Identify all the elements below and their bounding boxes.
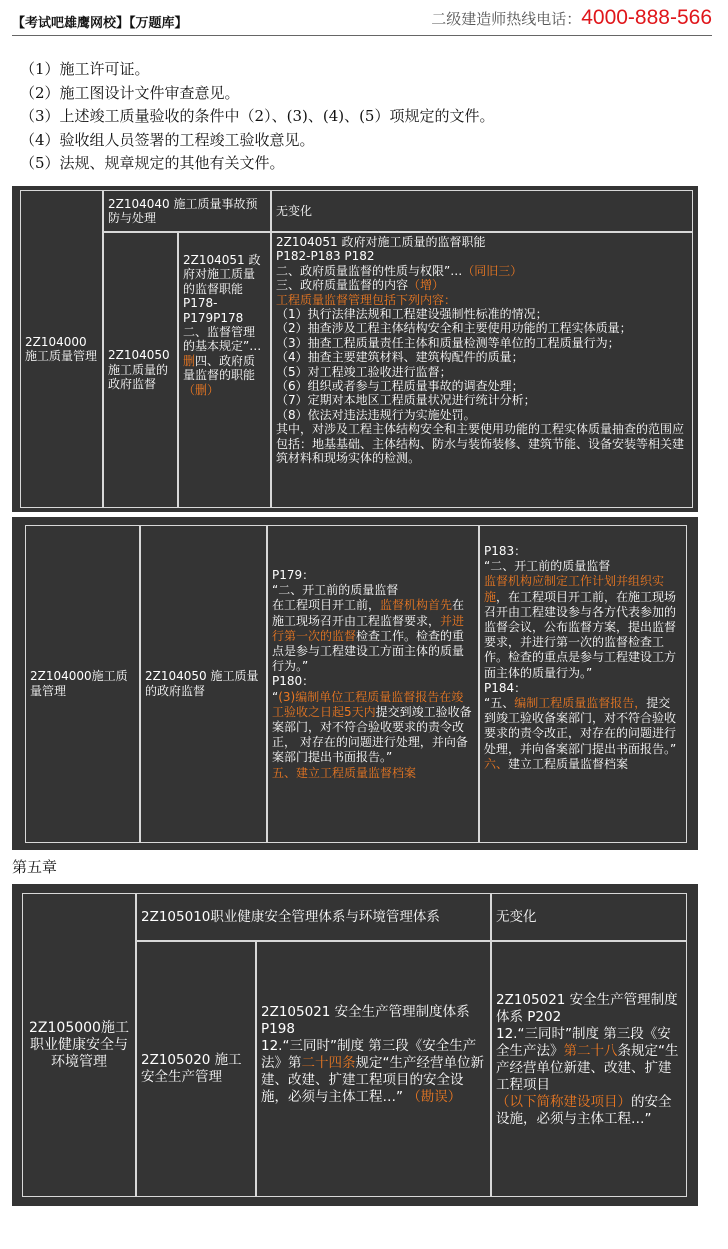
text-segment: P182-P183 P182: [276, 249, 375, 264]
text-segment: 二、政府质量监督的性质与权限”…: [276, 263, 463, 278]
text-segment: 三、政府质量监督的内容: [276, 278, 409, 293]
content-line: [276, 321, 688, 335]
chapter-cell: 2Z105000施工职业健康安全与环境管理: [22, 893, 136, 1197]
text-segment: ，在工程项目开工前，在施工现场召开由工程建设参与各方代表参加的监督会议，公布监督方案，提出监督要求，并进行第一次的监督检查工作。检查的重点是参与工程建设工方面主体的质量行为。”: [484, 589, 677, 680]
content-line: [484, 696, 682, 757]
text-segment: (3)编制单位工程质量监督报告在竣工验收之日起5天内: [272, 689, 464, 719]
content-line: [496, 1026, 682, 1128]
content-line: [276, 249, 688, 263]
content-line: [276, 379, 688, 393]
content-line: [272, 674, 474, 689]
content-line: [272, 568, 474, 583]
document-list: [20, 58, 710, 176]
text-segment: 2Z104051 政府对施工质量的监督职能: [276, 235, 486, 249]
text-segment: P184：: [484, 680, 527, 695]
old-content-cell: [267, 525, 479, 843]
content-line: [276, 422, 688, 465]
text-segment: 并进行第一次的监督: [272, 613, 465, 643]
text-segment: （5）对工程竣工验收进行监督；: [276, 364, 452, 379]
text-segment: P178: [213, 310, 244, 325]
text-segment: “二、开工前的质量监督: [484, 559, 611, 574]
text-segment: 建立工程质量监督档案: [508, 756, 629, 771]
text-segment: 在工程项目开工前，: [272, 598, 381, 613]
text-segment: 12.“三同时”制度 第三段《安全生产法》第: [261, 1038, 477, 1071]
list-item: （2）施工图设计文件审查意见。: [20, 83, 240, 102]
section-cell: 2Z104050 施工质量的政府监督: [140, 525, 267, 843]
content-line: [276, 365, 688, 379]
text-segment: （2）抽查涉及工程主体结构安全和主要使用功能的工程实体质量；: [276, 321, 632, 336]
header-brand: 【考试吧雄鹰网校】【万题库】: [12, 16, 188, 31]
chapter-label: 第五章: [12, 858, 58, 876]
content-line: [276, 307, 688, 321]
new-content-cell: [491, 941, 687, 1197]
text-segment: 在施工现场召开由工程监督要求，: [272, 598, 465, 628]
text-segment: 工程质量监督管理包括下列内容：: [276, 292, 457, 307]
text-segment: 12.“三同时”制度 第三段《安全生产法》: [496, 1026, 671, 1059]
text-segment: 六、: [484, 756, 509, 771]
text-segment: （3）抽查工程质量责任主体和质量检测等单位的工程质量行为；: [276, 335, 620, 350]
list-item: （4）验收组人员签署的工程竣工验收意见。: [20, 130, 315, 149]
content-line: [276, 393, 688, 407]
text-segment: （6）组织或者参与工程质量事故的调查处理；: [276, 379, 524, 394]
text-segment: 提交到竣工验收备案部门，对不符合验收要求的责令改正， 对存在的问题进行处理，并向备案部门提出书面报告。”: [272, 704, 472, 765]
comparison-table-3: [12, 884, 698, 1206]
text-segment: 的安全设施，必须与主体工程…”: [496, 1094, 672, 1127]
new-content-cell: [271, 232, 693, 508]
list-item: （1）施工许可证。: [20, 60, 150, 78]
content-line: [261, 1038, 486, 1106]
content-line: [272, 598, 474, 674]
unchanged-cell: 无变化: [271, 190, 693, 232]
section-050-cell: 2Z104050 施工质量的政府监督: [103, 232, 178, 508]
content-line: [272, 583, 474, 598]
text-segment: “五、: [484, 696, 515, 711]
content-line: [276, 350, 688, 364]
text-segment: （删）: [183, 382, 220, 397]
text-segment: （7）定期对本地区工程质量状况进行统计分析；: [276, 393, 536, 408]
text-segment: （4）抽查主要建筑材料、建筑构配件的质量；: [276, 350, 524, 365]
section-040-cell: 2Z104040 施工质量事故预防与处理: [103, 190, 271, 232]
content-line: [484, 544, 682, 559]
text-segment: 2Z105021 安全生产管理制度体系 P198: [261, 1004, 470, 1037]
text-segment: （同旧三）: [462, 263, 523, 278]
text-segment: “二、开工前的质量监督: [272, 583, 399, 598]
content-line: [272, 690, 474, 766]
section-010-cell: 2Z105010职业健康安全管理体系与环境管理体系: [136, 893, 491, 941]
content-line: [276, 336, 688, 350]
text-segment: 条规定“生产经营单位新建、改建、扩建工程项目: [496, 1043, 679, 1093]
old-content-cell: [256, 941, 491, 1197]
content-line: [484, 681, 682, 696]
text-segment: （勘误）: [407, 1089, 462, 1105]
text-segment: （1）执行法律法规和工程建设强制性标准的情况；: [276, 307, 548, 322]
chapter-cell: 2Z104000施工质量管理: [20, 190, 103, 508]
text-segment: 检查工作。检查的重点是参与工程建设工方面主体的质量行为。”: [272, 628, 465, 674]
content-line: [276, 235, 688, 249]
content-line: [484, 757, 682, 772]
text-segment: （增）: [408, 278, 445, 293]
text-segment: 监督机构应制定工作计划并组织实施: [484, 574, 665, 604]
text-segment: 四、政府质量监督的职能: [183, 353, 256, 383]
text-segment: 二十四条: [301, 1055, 356, 1071]
text-segment: P180：: [272, 674, 315, 689]
content-line: [272, 766, 474, 781]
text-segment: 提交到竣工验收备案部门，对不符合验收要求的责令改正，对存在的问题进行处理，并向备案部门提出书面报告。”: [484, 696, 677, 756]
content-line: [496, 992, 682, 1026]
text-segment: 其中，对涉及工程主体结构安全和主要使用功能的工程实体质量抽查的范围应包括：地基基础、主体结构、防水与装饰装修、建筑节能、设备安装等相关建筑材料和现场实体的检测。: [276, 422, 685, 466]
text-segment: （8）依法对违法违规行为实施处罚。: [276, 407, 476, 422]
list-item: （5）法规、规章规定的其他有关文件。: [20, 154, 285, 172]
new-content-cell: [479, 525, 687, 843]
list-item: （3）上述竣工质量验收的条件中（2）、(3)、(4)、(5）项规定的文件。: [20, 107, 495, 125]
text-segment: 2Z105021 安全生产管理制度体系 P202: [496, 992, 678, 1025]
hotline-label: 二级建造师热线电话：: [431, 10, 582, 28]
unchanged-cell: 无变化: [491, 893, 687, 941]
text-segment: P183：: [484, 544, 527, 558]
content-line: [484, 574, 682, 680]
content-line: [276, 264, 688, 278]
page-header: [12, 6, 712, 36]
content-line: [484, 559, 682, 574]
text-segment: 2Z104051 政府对施工质量的监督职能: [183, 253, 261, 296]
text-segment: 二、监督管理的基本规定”…: [183, 325, 262, 354]
text-segment: 删: [183, 353, 196, 368]
chapter-cell: 2Z104000施工质量管理: [25, 525, 140, 843]
text-segment: 第二十八: [563, 1043, 618, 1059]
text-segment: “: [272, 689, 279, 704]
content-line: [276, 408, 688, 422]
text-segment: （以下简称建设项目）: [496, 1094, 631, 1110]
hotline-phone: 4000-888-566: [581, 6, 712, 29]
content-line: [276, 293, 688, 307]
text-segment: 规定“生产经营单位新建、改建、扩建工程项目的安全设施，必须与主体工程…”: [261, 1055, 484, 1105]
section-020-cell: 2Z105020 施工安全生产管理: [136, 941, 256, 1197]
text-segment: 五、建立工程质量监督档案: [272, 765, 417, 780]
header-hotline: [431, 6, 712, 30]
comparison-table-1: [12, 186, 698, 512]
text-segment: P178-P179: [183, 296, 218, 325]
old-content-cell: [178, 232, 271, 508]
content-line: [261, 1004, 486, 1038]
text-segment: 监督机构首先: [380, 598, 453, 613]
text-segment: 编制工程质量监督报告，: [514, 696, 647, 711]
text-segment: P179：: [272, 568, 315, 582]
content-line: [276, 278, 688, 292]
comparison-table-2: [12, 517, 698, 850]
